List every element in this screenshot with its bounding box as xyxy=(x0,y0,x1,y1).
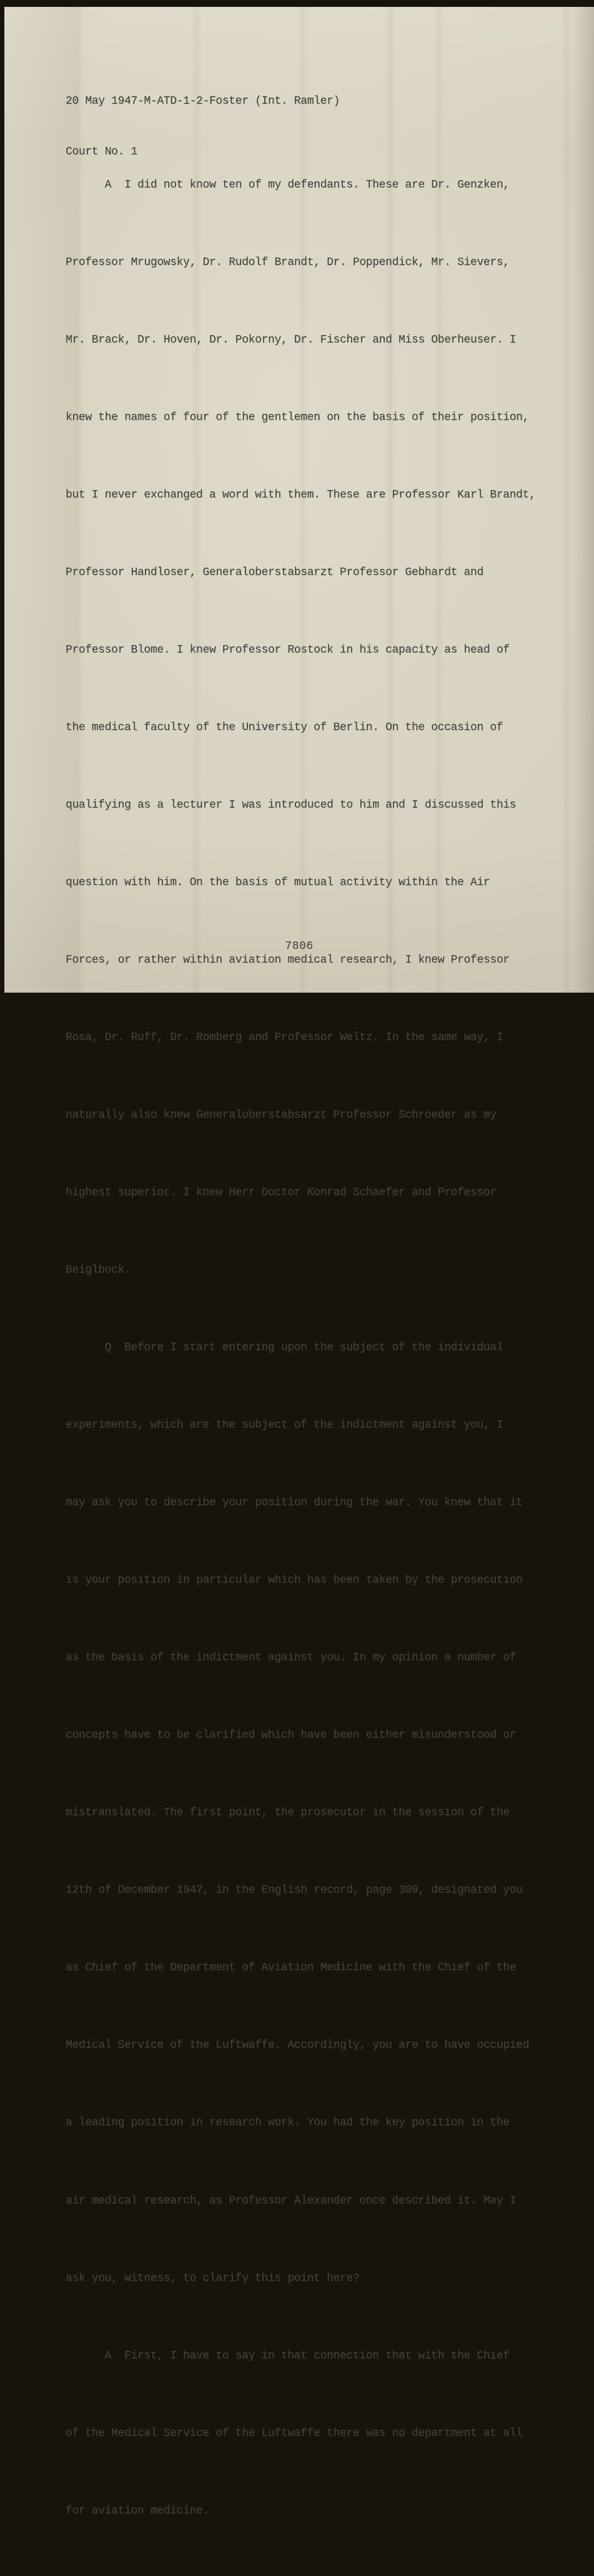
transcript-line: but I never exchanged a word with them. These are Professor Karl Brandt, xyxy=(66,488,536,501)
transcript-line: Mr. Brack, Dr. Hoven, Dr. Pokorny, Dr. Fischer and Miss Oberheuser. I xyxy=(66,333,517,346)
transcript-line: a leading position in research work. You had the key position in the xyxy=(66,2117,510,2130)
transcript-line: Professor Blome. I knew Professor Rostock in his capacity as head of xyxy=(66,643,510,656)
header-court-line: Court No. 1 xyxy=(66,146,137,158)
transcript-line: concepts have to be clarified which have been either misunderstood or xyxy=(66,1729,517,1742)
transcript-line: Beiglbock. xyxy=(66,1264,131,1277)
transcript-line: 12th of December 1947, in the English record, page 309, designated you xyxy=(66,1884,523,1897)
document-page xyxy=(4,7,594,2517)
transcript-body xyxy=(66,121,536,2576)
transcript-line: A First, I have to say in that connection that with the Chief xyxy=(66,2349,510,2362)
transcript-line: as Chief of the Department of Aviation Medicine with the Chief of the xyxy=(66,1962,517,1975)
header-date-line: 20 May 1947-M-ATD-1-2-Foster (Int. Ramler) xyxy=(66,95,340,108)
transcript-line: naturally also knew Generaloberstabsarzt Professor Schroeder as my xyxy=(66,1109,497,1122)
transcript-line: Medical Service of the Luftwaffe. Accordingly, you are to have occupied xyxy=(66,2039,530,2052)
transcript-line: experiments, which are the subject of the indictment against you, I xyxy=(66,1419,503,1432)
transcript-line: Q Before I start entering upon the subject of the individual xyxy=(66,1341,503,1355)
transcript-line: ask you, witness, to clarify this point here? xyxy=(66,2272,360,2285)
transcript-line: is your position in particular which has been taken by the prosecution xyxy=(66,1574,523,1587)
transcript-line: for aviation medicine. xyxy=(66,2504,209,2517)
transcript-line: Rosa, Dr. Ruff, Dr. Romberg and Professor Weltz. In the same way, I xyxy=(66,1031,503,1045)
transcript-line: Professor Mrugowsky, Dr. Rudolf Brandt, Dr. Poppendick, Mr. Sievers, xyxy=(66,256,510,269)
page-number: 7806 xyxy=(285,940,314,953)
transcript-line: mistranslated. The first point, the prosecutor in the session of the xyxy=(66,1807,510,1820)
transcript-line: of the Medical Service of the Luftwaffe there was no department at all xyxy=(66,2427,523,2440)
transcript-line: air medical research, as Professor Alexander once described it. May I xyxy=(66,2194,517,2207)
transcript-line: question with him. On the basis of mutual activity within the Air xyxy=(66,876,490,889)
transcript-line: as the basis of the indictment against you. In my opinion a number of xyxy=(66,1651,517,1665)
transcript-line: may ask you to describe your position during the war. You knew that it xyxy=(66,1496,523,1510)
transcript-line: highest superior. I knew Herr Doctor Konrad Schaefer and Professor xyxy=(66,1186,497,1200)
transcript-line: Forces, or rather within aviation medical research, I knew Professor xyxy=(66,954,510,966)
transcript-line: the medical faculty of the University of Berlin. On the occasion of xyxy=(66,721,503,734)
transcript-line: knew the names of four of the gentlemen on the basis of their position, xyxy=(66,411,530,424)
transcript-line: Professor Handloser, Generaloberstabsarzt Professor Gebhardt and xyxy=(66,566,483,579)
transcript-line: A I did not know ten of my defendants. These are Dr. Genzken, xyxy=(66,178,510,191)
transcript-line: qualifying as a lecturer I was introduced to him and I discussed this xyxy=(66,798,517,811)
